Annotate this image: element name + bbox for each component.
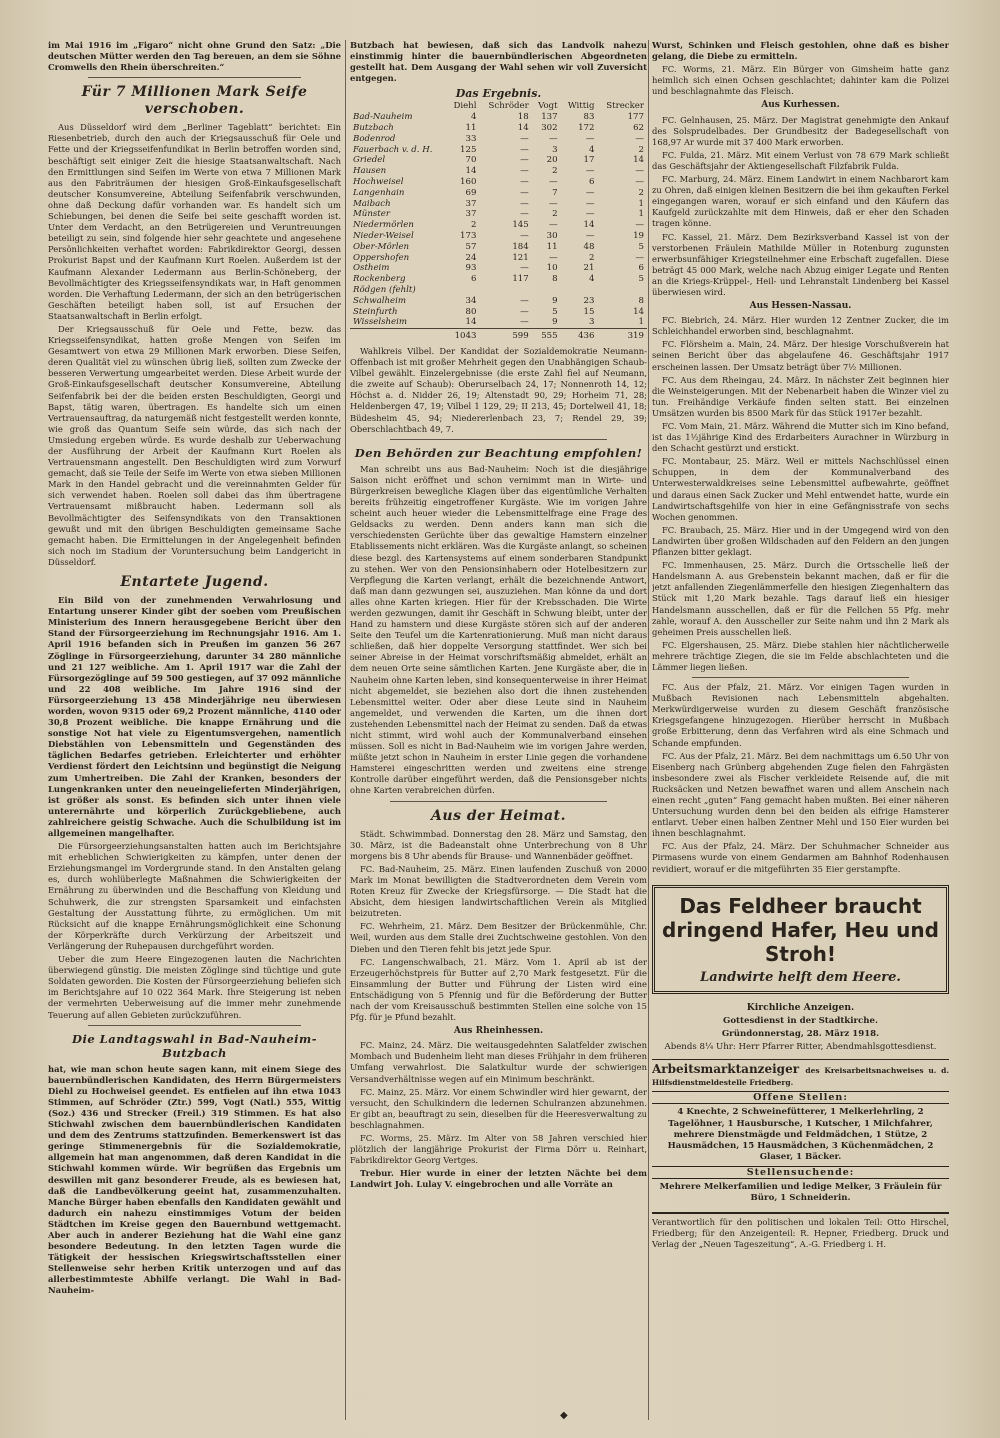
table-cell: — — [520, 263, 529, 274]
subheading-kurhessen: Aus Kurhessen. — [761, 100, 840, 111]
table-cell: 20 — [546, 155, 558, 166]
table-row — [350, 145, 647, 156]
table-body — [350, 112, 647, 328]
table-cell: 14 — [465, 317, 477, 328]
table-cell — [447, 285, 480, 296]
job-seekers: Mehrere Melkerfamilien und ledige Melker, 3 Fräulein für Büro, 1 Schneiderin. — [659, 1181, 942, 1204]
table-cell: 137 — [541, 112, 558, 123]
paragraph: FC. Mainz, 25. März. Vor einem Schwindler wird hier gewarnt, der versucht, den Schulkindern die ledernen Schulranzen abzunehmen. Er gibt an, beauftragt zu sein, dieselben für die Heeresverwaltung zu beschlagnahmen. — [350, 1086, 647, 1130]
table-cell: Ober-Mörlen — [353, 241, 410, 252]
table-cell: 83 — [583, 112, 595, 123]
table-cell: 1 — [638, 198, 644, 209]
church-notices — [652, 1002, 949, 1053]
table-cell: 4 — [589, 274, 595, 285]
table-cell: Langenhain — [353, 187, 405, 198]
result-title: Das Ergebnis. — [455, 87, 542, 101]
table-cell: 172 — [578, 123, 595, 134]
table-cell: — — [549, 198, 558, 209]
paragraph: FC. Mainz, 24. März. Die weitausgedehnten Salatfelder zwischen Mombach und Budenheim lieht man dieses Frühjahr in dem früheren Umfang verwahrlost. Die Salatkultur wurde der schwierigen Versandverhältnisse wegen auf ein Minimum beschränkt. — [350, 1040, 647, 1084]
table-cell: — — [520, 155, 529, 166]
table-cell: Bad-Nauheim — [353, 112, 413, 123]
paragraph: FC. Fulda, 21. März. Mit einem Verlust von 78 679 Mark schließt das Geschäftsjahr der Aktiengesellschaft Filzfabrik Fulda. — [652, 149, 949, 171]
table-cell: — — [635, 133, 644, 144]
table-cell: 6 — [638, 263, 644, 274]
table-cell: Oppershofen — [353, 252, 410, 263]
article-jugend — [48, 595, 341, 1021]
table-cell: — — [549, 220, 558, 231]
table-cell: — — [635, 177, 644, 188]
table-cell: 62 — [633, 123, 644, 134]
table-cell: 69 — [465, 187, 477, 198]
table-row — [350, 166, 647, 177]
table-cell: — — [520, 209, 529, 220]
column-rule — [648, 40, 649, 1420]
table-cell: 23 — [583, 295, 595, 306]
table-cell: — — [585, 209, 595, 220]
paragraph: FC. Aus der Pfalz, 24. März. Der Schuhmacher Schneider aus Pirmasens wurde von einem Gendarmen am Bahnhof Rodenhausen revidiert, worauf er die mitgeführten 35 Eier gerstampfte. — [652, 841, 949, 874]
advertisement-feldheer — [652, 885, 949, 994]
headline-behoerden: Den Behörden zur Beachtung empfohlen! — [354, 445, 643, 460]
table-row — [350, 155, 647, 166]
table-cell: — — [520, 198, 529, 209]
table-row — [350, 112, 647, 123]
paragraph: FC. Gelnhausen, 25. März. Der Magistrat genehmigte den Ankauf des Solsprudelbades. Der Grundbesitz der Badegesellschaft von 168,97 Ar wurde mit 37 400 Mark erworben. — [652, 114, 949, 147]
table-cell: 599 — [479, 329, 531, 342]
table-cell: 8 — [552, 274, 558, 285]
separator — [88, 77, 301, 78]
open-positions-heading: Offene Stellen: — [652, 1091, 949, 1104]
table-cell: 7 — [552, 187, 558, 198]
paragraph: Städt. Schwimmbad. Donnerstag den 28. März und Samstag, den 30. März, ist die Badeanstalt ohne Unterbrechung von 8 Uhr morgens bis 8 Uhr abends für Brause- und Wannenbäder geöffnet. — [350, 828, 647, 861]
table-header: Wittig — [567, 101, 595, 112]
page-mark: ◆ — [560, 1410, 568, 1421]
table-row — [350, 274, 647, 285]
table-cell: 9 — [552, 295, 558, 306]
table-row — [350, 263, 647, 274]
table-cell: 1 — [638, 209, 644, 220]
table-cell: 33 — [465, 133, 477, 144]
paragraph: Der Kriegsausschuß für Oele und Fette, bezw. das Kriegsseifensyndikat, hatten große Mengen von Seifen im Gesamtwert von etwa 29 Millionen Mark erworben. Diese Seifen, deren Qualität viel zu wünschen übrig ließ, sollten zum Zwecke der besseren Verwertung umgearbeitet werden. Diese Arbeit wurde der Groß-Einkaufsgesellschaft deutscher Konsumvereine, Abteilung Seifenfabrik bei der die beiden ersten Beschuldigten, Georgi und Bapst, tätig waren, übertragen. Es handelte sich um einen Vertrauensauftrag, da naturgemäß nicht festgestellt werden konnte, wie groß das Quantum Seife sein würde, das sich nach der Umsiedung ergeben würde. Es wurde deshalb zur Ueberwachung der Ausführung der Arbeit der Kaufmann Kurt Roelen als Vertrauensmann angestellt. Den Beschuldigten wird zum Vorwurf gemacht, daß sie Teile der Seife im Werte von etwa sieben Millionen Mark in den Handel gebracht und die vereinnahmten Gelder für sich verwendet haben. Roelen soll dabei das ihm übertragene Vertrauensamt mißbraucht haben. Ledermann soll als Bevollmächtigter des Seifensyndikats von den Transaktionen gewußt und mit den übrigen Beschuldigten gemeinsame Sache gemacht haben. Die Ermittelungen in der Angelegenheit befinden sich noch im Stadium der Voruntersuchung beim Landgericht in Düsseldorf. — [48, 323, 341, 567]
table-cell: 37 — [465, 209, 477, 220]
church-line: Abends 8¼ Uhr: Herr Pfarrer Ritter, Abendmahlsgottesdienst. — [664, 1042, 937, 1053]
table-cell: 117 — [512, 274, 529, 285]
table-cell: 11 — [465, 123, 477, 134]
table-cell: — — [520, 306, 529, 317]
table-cell: 173 — [460, 231, 477, 242]
table-cell: — — [520, 295, 529, 306]
paragraph: FC. Aus dem Rheingau, 24. März. In nächster Zeit beginnen hier die Weinsteigerungen. Mit der Nebenarbeit haben die Winzer viel zu tun. Freihändige Verkäufe finden selten statt. Bei einzelnen Umsätzen wurden bis 8500 Mark für das Stück 1917er bezahlt. — [652, 374, 949, 418]
church-line: Gottesdienst in der Stadtkirche. — [722, 1015, 878, 1026]
table-cell: 2 — [552, 209, 558, 220]
table-cell: 6 — [470, 274, 477, 285]
table-row — [350, 242, 647, 253]
table-cell: 5 — [552, 306, 558, 317]
table-cell: — — [635, 220, 644, 231]
table-cell: Bodenrod — [353, 133, 396, 144]
table-cell: 9 — [552, 317, 558, 328]
table-cell: Niedermörlen — [353, 220, 414, 231]
table-header: Vogt — [538, 101, 558, 112]
election-results-table — [350, 101, 647, 342]
table-cell: 1043 — [447, 329, 480, 342]
table-cell: 1 — [638, 317, 644, 328]
table-cell: — — [635, 166, 644, 177]
paragraph: Aus Düsseldorf wird dem „Berliner Tageblatt“ berichtet: Ein Riesenbetrieb, durch den auch der Kriegsausschuß für Oele und Fette und der Kriegsseifenfundikat in Berlin betroffen worden sind, beschäftigt seit einiger Zeit die hiesige Staatsanwaltschaft. Nach den Ermittlungen sind Seifen im Werte von etwa 7 Millionen Mark aus den Fabriträumen der hiesigen Groß-Einkaufsgesellschaft deutscher Konsumvereine, Abteilung Seifenfabrik verschwunden, ohne daß Deckung dafür vorhanden war. Es handelt sich um Schiebungen, bei denen die Seife bei seite geschafft worden ist. Unter dem Verdacht, an den Betrügereien und Veruntreuungen beteiligt zu sein, sind folgende hier sehr geachtete und angesehene Persönlichkeiten verhaftet worden: Fabrikdirektor Georgi, dessen Prokurist Bapst und der Kaufmann Kurt Roelen. Außerdem ist der Kaufmann Alexander Ledermann aus Berlin-Schöneberg, der Bevollmächtigter des Kriegsseifensyndikats war, in Haft genommen worden. Die Verhaftung Ledermann, der sich an den betrügerischen Geschäften beteiligt haben soll, ist auf Ersuchen der Staatsanwaltschaft in Berlin erfolgt. — [48, 122, 341, 321]
table-cell: — — [520, 144, 529, 155]
table-cell: 121 — [512, 252, 529, 263]
table-cell: 24 — [465, 252, 477, 263]
paragraph: Die Fürsorgeerziehungsanstalten hatten auch im Berichtsjahre mit erheblichen Schwierigkeiten zu kämpfen, unter denen der Erziehungsmangel im Vordergrunde stand. In den Anstalten gelang es, durch wohlüberlegte Maßnahmen die Schwierigkeiten der Ernährung zu überwinden und die Beschaffung von Kleidung und Schuhwerk, die zur strengsten Sparsamkeit und einfachsten Gestaltung der Ausstattung führte, zu ermöglichen. Um mit Rücksicht auf die knappe Ernährungsmöglichkeit eine Schonung der Körperkräfte durch Verkürzung der Arbeitszeit und Verlängerung der Ruhepausen durchgeführt worden. — [48, 841, 341, 951]
table-cell: — — [635, 252, 644, 263]
table-cell: — — [549, 252, 558, 263]
table-cell: — — [520, 133, 529, 144]
table-cell: 6 — [589, 177, 595, 188]
table-cell: — — [520, 166, 529, 177]
table-cell — [350, 329, 447, 342]
paragraph: FC. Langenschwalbach, 21. März. Vom 1. April ab ist der Erzeugerhöchstpreis für Butter auf 2,70 Mark festgesetzt. Für die Einsammlung der Butter und Führung der Listen wird eine Entschädigung von 5 Pfennig und für die Beförderung der Butter nach der vom Kreisausschuß bestimmten Stellen eine solche von 15 Pfg. für je Pfund bezahlt. — [350, 956, 647, 1023]
table-row — [350, 253, 647, 264]
intro-paragraph: im Mai 1916 im „Figaro“ nicht ohne Grund den Satz: „Die deutschen Mütter werden den Tag bereuen, an dem sie Söhne Cromwells den Rhein überschreiten.“ — [48, 40, 341, 73]
table-cell: Griedel — [353, 155, 386, 166]
headline-jugend: Entartete Jugend. — [120, 574, 269, 591]
paragraph: FC. Elgershausen, 25. März. Diebe stahlen hier nächtlicherweile mehrere trächtige Ziegen, die sie im Felde abschlachteten und die Lämmer liegen ließen. — [652, 639, 949, 672]
table-cell: 2 — [589, 252, 595, 263]
table-row — [350, 317, 647, 328]
table-cell: 302 — [541, 123, 558, 134]
table-cell — [561, 285, 598, 296]
table-row — [350, 123, 647, 134]
column-3 — [652, 40, 949, 1432]
table-cell: — — [520, 177, 529, 188]
table-cell: 160 — [460, 177, 477, 188]
table-cell: Münster — [353, 209, 390, 220]
job-seekers-heading: Stellensuchende: — [652, 1166, 949, 1179]
table-cell: 184 — [512, 241, 529, 252]
table-row — [350, 177, 647, 188]
table-cell: Fauerbach v. d. H. — [353, 144, 433, 155]
table-cell — [597, 285, 647, 296]
table-cell: 3 — [589, 317, 595, 328]
labor-title-small: des Kreisarbeitsnachweises u. d. Hilfsdienstmeldestelle Friedberg. — [652, 1066, 949, 1088]
open-positions: 4 Knechte, 2 Schweinefütterer, 1 Melkerlehrling, 2 Tagelöhner, 1 Hausbursche, 1 Kutscher, 1 Milchfahrer, mehrere Dienstmägde und Feldmädchen, 1 Stütze, 2 Hausmädchen, 15 Hausmädchen, 3 Küchenmädchen, 2 Glaser, 1 Bäcker. — [667, 1107, 934, 1162]
table-cell: 14 — [583, 220, 595, 231]
table-cell: 8 — [638, 295, 644, 306]
table-cell: 21 — [583, 263, 595, 274]
paragraph: FC. Kassel, 21. März. Dem Bezirksverband Kassel ist von der verstorbenen Fräulein Mathilde Müller in Rotenburg zugunsten erwerbsunfähiger Kriegsteilnehmer eine Erbschaft zugefallen. Diese beträgt 45 000 Mark, welche nach Abzug einiger Legate und Renten an die Kriegs-Krüppel-, Heil- und Lehranstalt Lindenberg bei Kassel überwiesen wird. — [652, 231, 949, 297]
table-cell: 30 — [546, 231, 558, 242]
table-cell: — — [585, 166, 595, 177]
paragraph: FC. Worms, 21. März. Ein Bürger von Gimsheim hatte ganz heimlich sich einen Ochsen geschlachtet; dahinter kam die Polizei und beschlagnahmte das Fleisch. — [652, 64, 949, 97]
table-cell: 2 — [552, 166, 558, 177]
table-header-row — [350, 101, 647, 112]
separator — [390, 439, 607, 440]
table-cell: Maibach — [353, 198, 391, 209]
table-cell: — — [585, 133, 595, 144]
table-row — [350, 209, 647, 220]
headline-heimat: Aus der Heimat. — [431, 807, 566, 824]
table-cell: 2 — [638, 144, 644, 155]
paragraph: FC. Bad-Nauheim, 25. März. Einen laufenden Zuschuß von 2000 Mark im Monat bewilligten die Stadtverordneten dem Verein vom Roten Kreuz für Zwecke der Kriegsfürsorge. — Die Stadt hat die Absicht, dem hiesigen landwirtschaftlichen Verein als Mitglied beizutreten. — [350, 863, 647, 919]
table-cell: 17 — [583, 155, 595, 166]
table-cell: 14 — [633, 155, 644, 166]
intro-paragraph: Wurst, Schinken und Fleisch gestohlen, ohne daß es bisher gelang, die Diebe zu ermitteln. — [652, 40, 949, 62]
table-cell: 19 — [633, 231, 644, 242]
table-cell: 80 — [465, 306, 477, 317]
paragraph: FC. Worms, 25. März. Im Alter von 58 Jahren verschied hier plötzlich der langjährige Prokurist der Firma Dörr u. Reinhart, Fabrikdirektor Georg Vertges. — [350, 1133, 647, 1166]
table-cell: 14 — [633, 306, 644, 317]
article-seife — [48, 122, 341, 568]
table-row — [350, 199, 647, 210]
paragraph: FC. Marburg, 24. März. Einem Landwirt in einem Nachbarort kam zu Ohren, daß einigen kleinen Besitzern die bei ihm gekauften Ferkel eingegangen waren, worauf er sich einfand und den Käufern das Kaufgeld zurückzahlte mit dem Hinweis, daß er eher den Schaden tragen könne. — [652, 174, 949, 229]
table-row — [350, 307, 647, 318]
table-cell: Nieder-Weisel — [353, 231, 414, 242]
table-cell: 14 — [465, 166, 477, 177]
table-cell: 4 — [589, 144, 595, 155]
headline-seife: Für 7 Millionen Mark Seife verschoben. — [81, 84, 308, 118]
table-header: Schröder — [488, 101, 529, 112]
table-cell: 18 — [517, 112, 529, 123]
paragraph: FC. Vom Main, 21. März. Während die Mutter sich im Kino befand, ist das 1½jährige Kind des Erdarbeiters Aurachner in Würzburg in den Schacht gestürzt und erstickt. — [652, 421, 949, 454]
table-header: Diehl — [453, 101, 477, 112]
table-header: Strecker — [606, 101, 644, 112]
paragraph: FC. Wehrheim, 21. März. Dem Besitzer der Brückenmühle, Chr. Weil, wurden aus dem Stalle drei Zuchtschweine gestohlen. Von den Dieben und den Tieren fehlt bis jetzt jede Spur. — [350, 921, 647, 954]
table-cell: Rockenberg — [353, 274, 406, 285]
table-cell: 125 — [460, 144, 477, 155]
intro-paragraph: Butzbach hat bewiesen, daß sich das Landvolk nahezu einstimmig hinter die bauernbündlerischen Abgeordneten gestellt hat. Dem Ausgang der Wahl sehen wir voll Zuversicht entgegen. — [350, 40, 647, 84]
headline-landtagswahl: Die Landtagswahl in Bad-Nauheim-Butzbach — [72, 1031, 317, 1060]
table-cell: — — [585, 187, 595, 198]
table-cell: — — [549, 177, 558, 188]
column-2 — [350, 40, 647, 1432]
paragraph-vilbel: Wahlkreis Vilbel. Der Kandidat der Sozialdemokratie Neumann-Offenbach ist mit großer Mehrheit gegen den Unabhängigen Schaub-Vilbel gewählt. Einzelergebnisse (die erste Zahl fiel auf Neumann, die zweite auf Schaub): Oberurselbach 24, 17; Nonnenroth 14, 12; Höchst a. d. Nidder 26, 19; Altenstadt 90, 29; Horheim 71, 28; Heldenbergen 47, 19; Vilbel 1 129, 29; II 213, 45; Dortelweil 41, 18; Büdesheim 45, 94; Niedererlenbach 23, 7; Rendel 29, 39; Oberschlachtbach 49, 7. — [350, 346, 647, 434]
table-cell: 5 — [638, 274, 644, 285]
church-line: Gründonnerstag, 28. März 1918. — [721, 1028, 880, 1039]
paragraph: FC. Immenhausen, 25. März. Durch die Ortsschelle ließ der Handelsmann A. aus Grebenstein bekannt machen, daß er für die jetzt anfallenden Ziegenlämmerfelle den hiesigen Ziegenhaltern das Stück mit 1,20 Mark bezahle. Tags darauf ließ ein hiesiger Handelsmann ausschellen, daß er für die Fellchen 55 Pfg. mehr zahle, worauf A. den Ausscheller zur Seite nahm und ihn 2 Mark als geheimen Preis ausschellen ließ. — [652, 560, 949, 637]
subheading-rheinhessen: Aus Rheinhessen. — [453, 1026, 544, 1037]
table-header — [350, 101, 447, 112]
table-cell: Rödgen (fehlt) — [353, 285, 416, 296]
table-cell: 3 — [552, 144, 558, 155]
paragraph: FC. Flörsheim a. Main, 24. März. Der hiesige Vorschußverein hat seinen Bericht über das abgelaufene 46. Geschäftsjahr 1917 erscheinen lassen. Der Umsatz beträgt über 7½ Millionen. — [652, 339, 949, 372]
labor-market-notice — [652, 1059, 949, 1204]
table-cell: Wisselsheim — [353, 317, 408, 328]
table-cell: 48 — [583, 241, 595, 252]
paragraph: FC. Montabaur, 25. März. Weil er mittels Nachschlüssel einen Schuppen, in dem der Kommunalverband des Unterwesterwaldkreises seine Lebensmittel aufbewahrte, geöffnet und daraus einen Sack Zucker und Mehl entwendet hatte, wurde ein Landwirtschaftsgehilfe von hier in eine Gefängnisstrafe von sechs Wochen genommen. — [652, 456, 949, 522]
table-total-row — [350, 329, 647, 342]
article-landtagswahl — [48, 1064, 341, 1297]
table-cell: 11 — [546, 241, 558, 252]
table-cell — [532, 285, 561, 296]
labor-title: Arbeitsmarktanzeiger — [652, 1062, 800, 1077]
table-row — [350, 220, 647, 231]
table-cell: 93 — [465, 263, 477, 274]
table-cell — [479, 285, 531, 296]
table-cell: — — [520, 231, 529, 242]
table-cell: 34 — [465, 295, 477, 306]
paragraph: Ueber die zum Heere Eingezogenen lauten die Nachrichten überwiegend günstig. Die meisten Zöglinge sind tüchtige und gute Soldaten geworden. Die Kosten der Fürsorgeerziehung beliefen sich im Berichtsjahre auf 10 022 364 Mark. Ihre Steigerung ist neben der vermehrten Ueberweisung auf die immer mehr zunehmende Teuerung auf allen Gebieten zurückzuführen. — [48, 954, 341, 1020]
table-cell: 145 — [512, 220, 529, 231]
table-cell: — — [520, 187, 529, 198]
table-row — [350, 296, 647, 307]
table-cell: Hochweisel — [353, 177, 404, 188]
paragraph: Man schreibt uns aus Bad-Nauheim: Noch ist die diesjährige Saison nicht eröffnet und schon vernimmt man in Wirte- und Bürgerkreisen bewegliche Klagen über das eigentümliche Verhalten bereits frühzeitig eingetroffener Kurgäste. Wie im vorigen Jahre scheint auch heuer wieder die Lebensmittelfrage eine Frage des Geldsacks zu werden. Denn anders kann man sich die verschiedensten Gerüchte über das gewaltige Hamstern einzelner Etablissements nicht erklären. Was die Kurgäste anlangt, so scheinen diese bezgl. des Kartensystems auf einem sonderbaren Standpunkt zu stehen. Wer von den Pensionsinhabern oder Hotelbesitzern zur Verpflegung die Karten verlangt, erhält die bezeichnende Antwort, daß man dann gezwungen sei, auszuziehen. Man könne da und dort alles ohne Karten kriegen. Hier für der Krebsschaden. Die Wirte werden gezwungen, damit ihr Geschäft in Schwung bleibt, unter der Hand zu hamstern und diese Kurgäste stören sich auf der anderen Seite den Teufel um die Kartenrationierung. Muß man nicht daraus schließen, daß hier doppelte Versorgung stattfindet. Wer sich bei seiner Abreise in der Heimat vorschriftsmäßig abmeldet, erhält an dem neuen Orte seine sämtlichen Karten. Jene Kurgäste aber, die in Nauheim ohne Karten leben, sind konsequenterweise in ihrer Heimat nicht abgemeldet, sie beziehen also dort die ihnen zustehenden Lebensmittel weiter. Oder aber diese Leute sind in Nauheim angemeldet, und verwenden die Karten, um die ihnen dort zustehenden Lebensmittel nach der Heimat zu senden. Daß da etwas nicht stimmt, wird wohl auch der Kommunalverband einsehen müssen. Soll es nicht in Bad-Nauheim wie im vorigen Jahre werden, müßte jetzt schon in Nauheim in erster Linie gegen die vorhandene Hamsterei eingeschritten werden und zweitens eine strenge Kontrolle darüber eingeführt werden, daß die Pensionsgeber nichts ohne Karten verabreichen dürfen. — [350, 463, 647, 796]
table-cell: 57 — [465, 241, 477, 252]
table-row — [350, 231, 647, 242]
table-cell: 5 — [638, 241, 644, 252]
table-cell: Schwalheim — [353, 295, 406, 306]
table-cell: Ostheim — [353, 263, 390, 274]
table-cell: — — [520, 317, 529, 328]
table-row — [350, 285, 647, 296]
table-cell: 14 — [517, 123, 529, 134]
paragraph: FC. Aus der Pfalz, 21. März. Bei dem nachmittags um 6.50 Uhr von Eisenberg nach Grünberg abgehenden Zuge fielen den Fahrgästen insbesondere zwei als Fischer verkleidete Reisende auf, die mit Rucksäcken und Netzen bewaffnet waren und allem Anschein nach einen recht „guten“ Fang gemacht haben mußten. Bei einer näheren Untersuchung wurden denn bei den beiden als eifrige Hamsterer entlarvt. Ueber einen halben Zentner Mehl und 150 Eier wurden bei ihnen beschlagnahmt. — [652, 750, 949, 839]
separator — [88, 1025, 301, 1026]
table-cell: — — [549, 133, 558, 144]
table-cell: 177 — [627, 112, 644, 123]
table-cell: — — [585, 198, 595, 209]
ad-subline: Landwirte helft dem Heere. — [700, 969, 901, 985]
paragraph: FC. Aus der Pfalz, 21. März. Vor einigen Tagen wurden in Mußbach Revisionen nach Lebensmitteln abgehalten. Merkwürdigerweise wurden zu diesem Geschäft französische Kriegsgefangene hinzugezogen. Hierüber herrscht in Mußbach große Erbitterung, denn das Verfahren wird als eine Schmach und Schande empfunden. — [652, 682, 949, 748]
subheading-hessen-nassau: Aus Hessen-Nassau. — [749, 301, 852, 312]
paragraph: FC. Biebrich, 24. März. Hier wurden 12 Zentner Zucker, die im Schleichhandel erworben sind, beschlagnahmt. — [652, 315, 949, 337]
column-1 — [48, 40, 341, 1432]
paragraph: Trebur. Hier wurde in einer der letzten Nächte bei dem Landwirt Joh. Lulay V. eingebrochen und alle Vorräte an — [350, 1168, 647, 1190]
table-cell: 4 — [470, 112, 477, 123]
table-cell: 555 — [532, 329, 561, 342]
table-cell: 15 — [583, 306, 595, 317]
ad-headline: Das Feldheer braucht dringend Hafer, Heu und Stroh! — [662, 893, 939, 966]
table-cell: 319 — [597, 329, 647, 342]
table-cell: Steinfurth — [353, 306, 398, 317]
separator — [390, 801, 607, 802]
table-cell: 2 — [638, 187, 644, 198]
church-title: Kirchliche Anzeigen. — [746, 1001, 855, 1013]
paragraph: Ein Bild von der zunehmenden Verwahrlosung und Entartung unserer Kinder gibt der soeben vom Preußischen Ministerium des Innern herausgegebene Bericht über den Stand der Fürsorgeerziehung im Rechnungsjahr 1916. Am 1. April 1916 befanden sich in Preußen im ganzen 56 267 Zöglinge in Fürsorgeerziehung, darunter 34 280 männliche und 21 127 weibliche. Am 1. April 1917 war die Zahl der Fürsorgezöglinge auf 59 500 gestiegen, auf 37 092 männliche und 22 408 weibliche. Im Jahre 1916 sind der Fürsorgeerziehung 13 458 Minderjährige neu überwiesen worden, wovon 9315 oder 69,2 Prozent männliche, 4140 oder 30,8 Prozent weibliche. Die knappe Ernährung und die sonstige Not hat viele zu Eigentumsvergehen, namentlich Diebstählen von Lebensmitteln und Gegenständen des täglichen Bedarfes getrieben. Erleichterter und erhöhter Verdienst fördert den Leichtsinn und begünstigt die Neigung zum Umhertreiben. Die Zahl der Kranken, besonders der Lungenkranken unter den neueingelieferten Minderjährigen, ist größer als sonst. Es befinden sich unter ihnen viele unterernährte und körperlich Zurückgebliebene, auch zahlreichere geistig Schwache. Auch die Schulbildung ist im allgemeinen mangelhafter. — [48, 595, 341, 838]
table-cell: 37 — [465, 198, 477, 209]
table-cell: Butzbach — [353, 123, 394, 134]
imprint: Verantwortlich für den politischen und lokalen Teil: Otto Hirschel, Friedberg; für den Anzeigenteil: R. Hepner, Friedberg. Druck und Verlag der „Neuen Tageszeitung“, A.-G. Friedberg i. H. — [652, 1212, 949, 1250]
separator — [692, 677, 909, 678]
table-cell: 10 — [546, 263, 558, 274]
table-cell: 70 — [465, 155, 477, 166]
paragraph: FC. Braubach, 25. März. Hier und in der Umgegend wird von den Landwirten über großen Wildschaden auf den Feldern an den jungen Pflanzen bitter geklagt. — [652, 524, 949, 558]
paragraph: hat, wie man schon heute sagen kann, mit einem Siege des bauernbündlerischen Kandidaten, des Herrn Bürgermeisters Diehl zu Hochweisel geendet. Es entfielen auf ihn etwa 1043 Stimmen, auf Schröder (Ztr.) 599, Vogt (Natl.) 555, Wittig (Soz.) 436 und Strecker (Freil.) 319 Stimmen. Es hat also Stichwahl zwischen dem bauernbündlerischen Kandidaten und dem des Zentrums stattzufinden. Bemerkenswert ist das geringe Stimmenergebnis für die Sozialdemokratie, allgemein hat man angenommen, daß deren Kandidat in die Stichwahl kommen würde. Wir begrüßen das Ergebnis um deswillen mit ganz besonderer Freude, als es bewiesen hat, daß die Landbevölkerung geeint hat, zusammenzuhalten. Manche Bürger haben ebenfalls den Kandidaten gewählt und dadurch ein nahezu einstimmiges Votum der beiden Städtchen im Kreise gegen den Bauernbund wettgemacht. Aber auch in anderer Beziehung hat die Wahl eine ganz besondere Bedeutung. In den letzten Tagen wurde die Tätigkeit der hessischen Kriegswirtschaftsstellen einer Stellenweise sehr herben Kritik unterzogen und auf das allerbestimmteste Abhilfe verlangt. Die Wahl in Bad-Nauheim- — [48, 1063, 341, 1296]
table-cell: — — [585, 231, 595, 242]
table-cell: 2 — [470, 220, 477, 231]
table-cell: 436 — [561, 329, 598, 342]
table-cell: Hausen — [353, 166, 387, 177]
table-row — [350, 134, 647, 145]
table-row — [350, 188, 647, 199]
column-rule — [345, 40, 346, 1420]
